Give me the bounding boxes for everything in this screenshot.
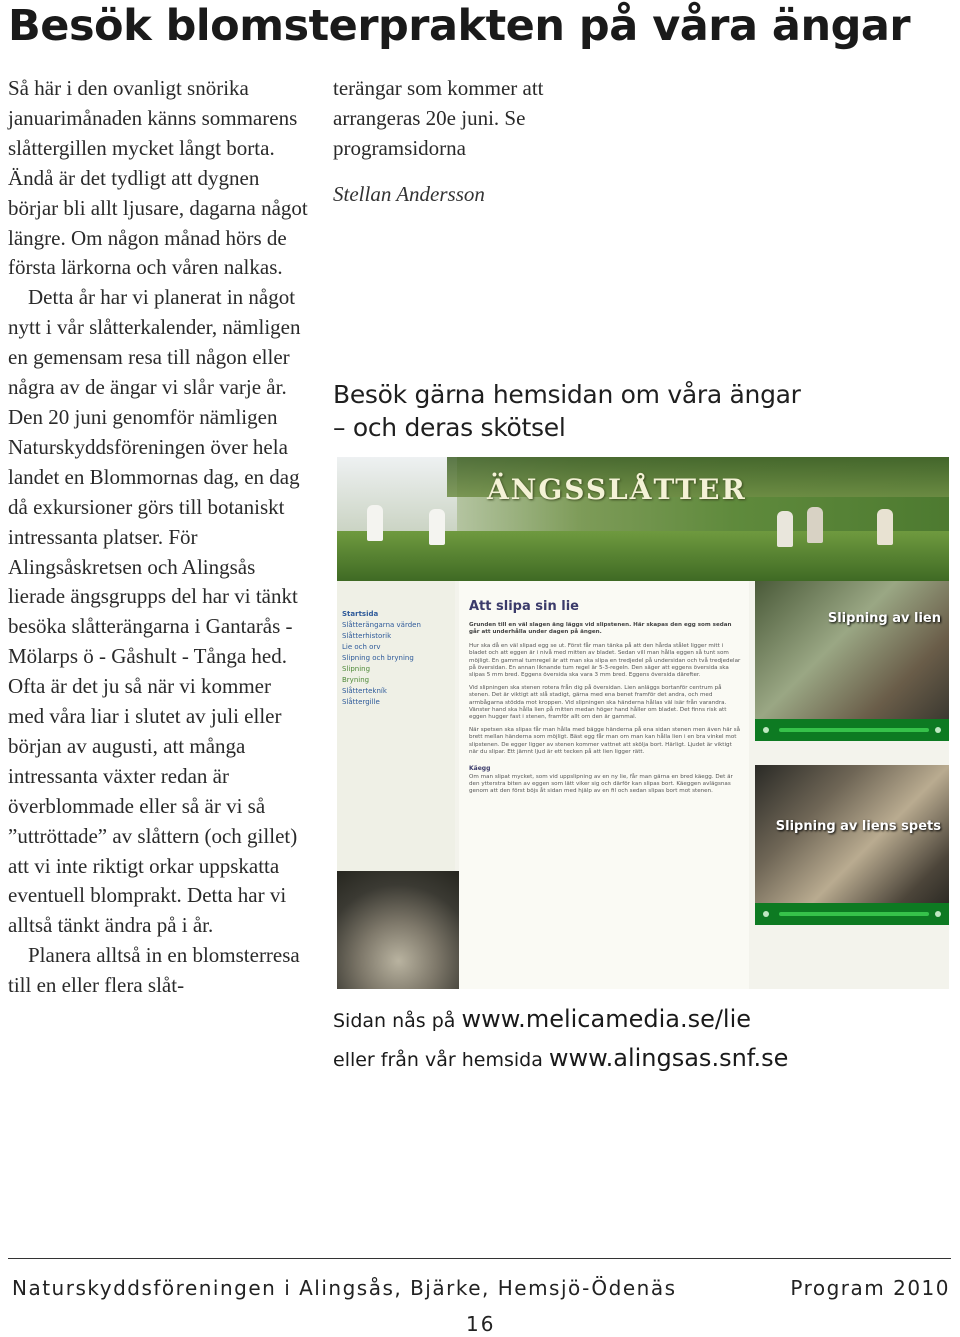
video-progress-bar[interactable] <box>779 728 929 732</box>
person-figure <box>807 507 823 543</box>
website-link-line <box>333 1005 751 1033</box>
article-paragraph-2: Detta år har vi planerat in något nytt i vår slåtterkalender, nämligen en gemensam resa till någon eller några av de ängar vi slår varje år. Den 20 juni genomför nämligen Naturskyddsföreningen över hela landet en Blommornas dag, en dag då exkursioner görs till botaniskt intressanta platser. För Alingsåskretsen och Alingsås lierade ängsgrupps del har vi tänkt besöka slåtterängarna i Gantarås - Mölarps ö - Gåshult - Tånga hed. Ofta är det ju så när vi kommer med våra liar i slutet av juli eller början av augusti, att många intressanta växter redan är överblommade eller så är vi så ”uttröttade” av slåttern (och gillet) att vi inte riktigt orkar uppskatta eventuell blomprakt. Detta har vi alltså tänkt ändra på i år. <box>8 285 301 938</box>
volume-icon[interactable] <box>935 727 941 733</box>
page-number: 16 <box>466 1312 496 1336</box>
right-column <box>333 74 633 164</box>
nav-item[interactable]: Slåttertekník <box>342 687 387 695</box>
video-player-2[interactable] <box>755 765 949 925</box>
content-intro: Grunden till en väl slagen äng läggs vid slipstenen. Här skapas den egg som sedan går att underhålla under dagen på ängen. <box>469 622 732 636</box>
nav-subitem[interactable]: Bryning <box>342 676 370 684</box>
promo-line-1: Besök gärna hemsidan om våra ängar <box>333 380 801 409</box>
volume-icon[interactable] <box>935 911 941 917</box>
left-column <box>8 74 308 1001</box>
link-prefix: Sidan nås på <box>333 1010 456 1032</box>
footer-divider <box>8 1258 951 1259</box>
promo-line-2: – och deras skötsel <box>333 413 566 442</box>
video-controls[interactable] <box>755 719 949 741</box>
footer-program: Program 2010 <box>790 1276 950 1300</box>
website-banner <box>337 457 949 581</box>
content-body: Hur ska då en väl slipad egg se ut. Först får man tänka på att den hårda stålet ligger mitt i bladet och att eggen är i nivå med mitten av bladet. Sedan vill man hålla eggen så tunt som möjligt. En gammal tumregel är att man ska slipa en tredjedel på undersidan och två tredjedelar på översidan. En annan liknande tum regel är 5-3-regeln. Den säger att eggens översida ska slipas 5 mm bred. Eggens översida ska vara 3 mm bred. Eggens översida därefter. <box>469 642 741 679</box>
article-paragraph-continued: terängar som kommer att arrangeras 20e juni. Se programsidorna <box>333 76 544 160</box>
nav-item[interactable]: Slåtterängarna värden <box>342 621 421 629</box>
website-url[interactable]: www.alingsas.snf.se <box>548 1044 789 1072</box>
video-player-1[interactable] <box>755 581 949 741</box>
link-prefix: eller från vår hemsida <box>333 1049 543 1071</box>
play-icon[interactable] <box>763 911 769 917</box>
website-promo <box>333 378 801 444</box>
website-content <box>459 581 749 989</box>
website-link-line <box>333 1044 788 1072</box>
content-body: När spetsen ska slipas får man hålla med bägge händerna på ena sidan stenen men även här så brett mellan händerna som möjligt. Bäst egg får man om man kan hålla lien i en bra vinkel mot slipstenen. De egger ligger av stenen kommer vattnet att skölja bort. Härligt. Ljudet är viktigt när du slipar. Ett jämnt ljud är ett tecken på att lien ligger rätt. <box>469 726 741 756</box>
nav-item[interactable]: Slipning och bryning <box>342 654 414 662</box>
website-nav <box>337 581 455 989</box>
grindstone-photo <box>337 871 460 989</box>
article-paragraph-3: Planera alltså in en blomsterresa till en eller flera slåt- <box>8 943 300 998</box>
content-body: Om man slipat mycket, som vid uppslipning av en ny lie, får man gärna en bred käegg. Det är den ytterstra biten av eggen som lätt viker sig och därför kan slipas bort. Käeggen avlägsnas genom att den först böjs åt sidan med hjälp av en fil och sedan slipas bort mot stenen. <box>469 773 733 795</box>
play-icon[interactable] <box>763 727 769 733</box>
website-screenshot <box>337 457 949 989</box>
content-heading: Att slipa sin lie <box>469 599 579 614</box>
video-controls[interactable] <box>755 903 949 925</box>
author-name: Stellan Andersson <box>333 182 485 206</box>
content-body: Vid slipningen ska stenen rotera från dig på översidan. Lien anläggs bortanför centrum på stenen. Det är viktigt att slå stadigt, gärna med ena benet framför det andra, och med armbågarna stödda mot kroppen. Vid slipningen ska händerna hållas väl isär från varandra. Vänster hand ska hålla lien på mitten medan höger hand håller om bladet. Det finns risk att eggen hugger fast i stenen, framför allt om den är gammal. <box>469 684 727 721</box>
banner-title: ÄNGSSLÅTTER <box>487 473 747 506</box>
footer-organization: Naturskyddsföreningen i Alingsås, Bjärke, Hemsjö-Ödenäs <box>12 1276 677 1300</box>
video-title: Slipning av lien <box>827 611 941 626</box>
content-subheading: Käegg <box>469 764 491 772</box>
nav-item[interactable]: Startsida <box>342 610 379 618</box>
website-url[interactable]: www.melicamedia.se/lie <box>461 1005 752 1033</box>
nav-item[interactable]: Slåttergille <box>342 698 380 706</box>
video-progress-bar[interactable] <box>779 912 929 916</box>
person-figure <box>877 509 893 545</box>
mower-figure <box>367 505 383 541</box>
nav-item[interactable]: Slåtterhistorik <box>342 632 392 640</box>
article-paragraph-1: Så här i den ovanligt snörika januarimånaden känns sommarens slåttergillen mycket långt borta. Ändå är det tydligt att dygnen börjar bli allt ljusare, dagarna något längre. Om någon månad hörs de första lärkorna och våren nalkas. <box>8 76 308 280</box>
video-title: Slipning av liens spets <box>775 819 941 834</box>
nav-subitem[interactable]: Slipning <box>342 665 371 673</box>
page-title: Besök blomsterprakten på våra ängar <box>8 1 911 51</box>
nav-item[interactable]: Lie och orv <box>342 643 381 651</box>
person-figure <box>777 511 793 547</box>
mower-figure <box>429 509 445 545</box>
